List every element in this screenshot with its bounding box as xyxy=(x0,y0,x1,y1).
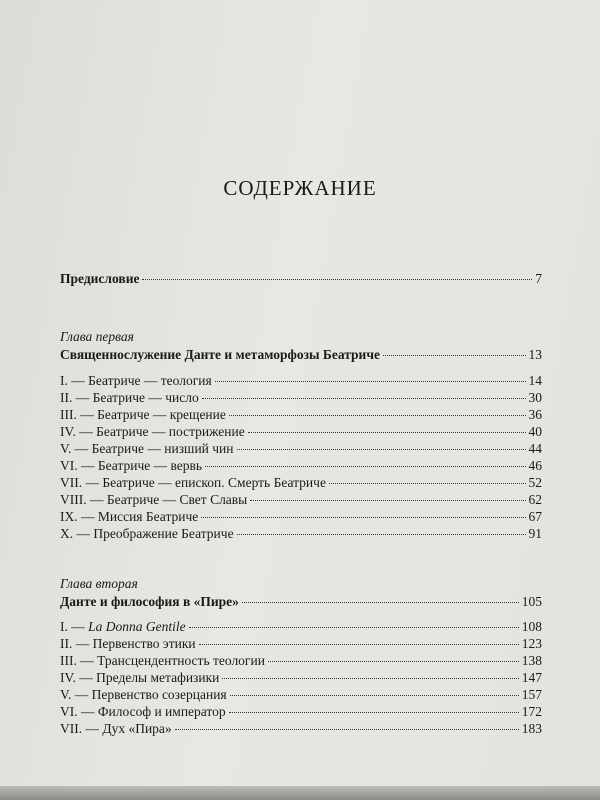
page-number: 52 xyxy=(528,475,542,490)
entry-label: Трансцендентность теологии xyxy=(97,653,265,668)
toc-section xyxy=(60,508,542,525)
dot-leader xyxy=(237,448,526,450)
dot-leader xyxy=(175,728,519,730)
toc-section xyxy=(60,635,542,652)
page-number: 62 xyxy=(528,492,542,507)
dot-leader xyxy=(202,397,526,399)
section-number: IV. — xyxy=(60,424,97,439)
page-number: 91 xyxy=(528,526,542,541)
entry-label: Беатриче — низший чин xyxy=(91,441,234,456)
toc-section xyxy=(60,423,542,440)
section-number: X. — xyxy=(60,526,94,541)
page-number: 67 xyxy=(528,509,542,524)
dot-leader xyxy=(205,465,525,467)
dot-leader xyxy=(329,482,526,484)
entry-label: Дух «Пира» xyxy=(102,721,172,736)
page-number: 183 xyxy=(521,721,542,736)
dot-leader xyxy=(201,516,525,518)
page-bottom-edge xyxy=(0,786,600,800)
dot-leader xyxy=(237,533,526,535)
toc-section xyxy=(60,457,542,474)
page-number: 157 xyxy=(521,687,542,702)
toc-section xyxy=(60,389,542,406)
toc-section xyxy=(60,372,542,389)
toc-section xyxy=(60,440,542,457)
page-number: 123 xyxy=(521,636,542,651)
chapter-caption: Глава первая xyxy=(60,329,134,344)
entry-label: Данте и философия в «Пире» xyxy=(60,594,239,609)
toc-chapter-heading xyxy=(60,593,542,610)
page-number: 13 xyxy=(528,347,542,362)
entry-label: Преображение Беатриче xyxy=(93,526,234,541)
page-number: 172 xyxy=(521,704,542,719)
dot-leader xyxy=(199,643,519,645)
entry-label: Священнослужение Данте и метаморфозы Беатриче xyxy=(60,347,380,362)
section-number: V. — xyxy=(60,687,92,702)
page-number: 108 xyxy=(521,619,542,634)
dot-leader xyxy=(229,711,519,713)
entry-label: Философ и император xyxy=(97,704,226,719)
section-number: IX. — xyxy=(60,509,98,524)
chapter-caption: Глава вторая xyxy=(60,576,138,591)
page-number: 44 xyxy=(528,441,542,456)
section-number: IV. — xyxy=(60,670,97,685)
dot-leader xyxy=(248,431,526,433)
dot-leader xyxy=(242,601,519,603)
entry-label: Беатриче — теология xyxy=(88,373,212,388)
page-number: 36 xyxy=(528,407,542,422)
section-number: I. — xyxy=(60,619,89,634)
entry-label: Первенство этики xyxy=(92,636,196,651)
dot-leader xyxy=(189,626,519,628)
toc-section xyxy=(60,669,542,686)
toc-section xyxy=(60,720,542,737)
toc-section xyxy=(60,703,542,720)
dot-leader xyxy=(230,694,519,696)
entry-label: Первенство созерцания xyxy=(91,687,227,702)
toc-section xyxy=(60,406,542,423)
page-number: 14 xyxy=(528,373,542,388)
page-number: 138 xyxy=(521,653,542,668)
section-number: V. — xyxy=(60,441,92,456)
section-number: III. — xyxy=(60,407,98,422)
toc-entry-preface xyxy=(60,270,542,287)
entry-label: Беатриче — Свет Славы xyxy=(106,492,248,507)
entry-label: Пределы метафизики xyxy=(96,670,220,685)
section-number: II. — xyxy=(60,636,93,651)
page-title: СОДЕРЖАНИЕ xyxy=(223,176,377,200)
dot-leader xyxy=(222,677,518,679)
page-number: 147 xyxy=(521,670,542,685)
section-number: I. — xyxy=(60,373,89,388)
section-number: VI. — xyxy=(60,458,98,473)
section-number: VII. — xyxy=(60,721,103,736)
entry-label: La Donna Gentile xyxy=(88,619,186,634)
dot-leader xyxy=(142,278,532,280)
section-number: VII. — xyxy=(60,475,103,490)
page-number: 46 xyxy=(528,458,542,473)
dot-leader xyxy=(229,414,526,416)
section-number: III. — xyxy=(60,653,98,668)
toc-section xyxy=(60,618,542,635)
entry-label: Беатриче — вервь xyxy=(97,458,203,473)
entry-label: Беатриче — крещение xyxy=(97,407,226,422)
page-number: 40 xyxy=(528,424,542,439)
toc-section xyxy=(60,686,542,703)
entry-label: Предисловие xyxy=(60,271,140,286)
entry-label: Беатриче — епископ. Смерть Беатриче xyxy=(102,475,326,490)
entry-label: Беатриче — число xyxy=(92,390,199,405)
dot-leader xyxy=(383,354,526,356)
toc-section xyxy=(60,652,542,669)
section-number: II. — xyxy=(60,390,93,405)
dot-leader xyxy=(268,660,519,662)
toc-chapter-heading xyxy=(60,346,542,363)
entry-label: Беатриче — пострижение xyxy=(96,424,245,439)
section-number: VIII. — xyxy=(60,492,107,507)
page-number: 105 xyxy=(521,594,542,609)
toc-section xyxy=(60,525,542,542)
entry-label: Миссия Беатриче xyxy=(97,509,199,524)
toc-section xyxy=(60,491,542,508)
dot-leader xyxy=(250,499,525,501)
section-number: VI. — xyxy=(60,704,98,719)
page-number: 30 xyxy=(528,390,542,405)
dot-leader xyxy=(215,380,526,382)
page-number: 7 xyxy=(535,271,542,286)
toc-section xyxy=(60,474,542,491)
